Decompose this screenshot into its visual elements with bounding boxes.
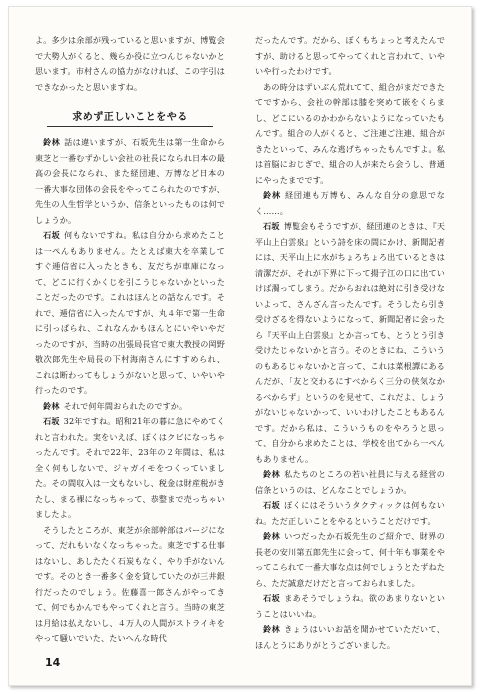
page-number: 14	[45, 656, 61, 669]
paragraph: 石坂 ぼくにはそういうタクティックは何もないね。ただ正しいことをやるということだけです。	[255, 500, 445, 526]
speaker-name: 石坂	[43, 230, 61, 240]
section-heading: 求めず正しいことをやる	[72, 112, 188, 123]
paragraph: 鈴林 私たちのところの若い社員に与える経営の信条というのは、どんなことでしょうか。	[255, 469, 445, 495]
speaker-name: 鈴林	[263, 531, 281, 541]
right-column	[255, 33, 445, 653]
paragraph: 石坂 32年ですね。昭和21年の暮に急にやめてくれと言われた。実をいえば、ぼくはクビになっちゃったんです。それで22年、23年の２年間は、私は全く何もしないで、ジャガイモをつくっていました。その間収入は一文もないし、税金は財産税がきたし、まる裸になっちゃって、恭整まで売っちゃいましたよ。	[35, 416, 225, 519]
paragraph: そうしたところが、東芝が余部幹部はパージになって、だれもいなくなっちゃった。東芝でする仕事はないし、あしたたく石炭もなく、やり手がないんです。そのとき一番多く金を貸していたのが三井銀行だったのでしょう。佐藤喜一郎さんがやってきて、何でもかんでもやってくれと言う。当時の東芝は月給は払えないし、４万人の人間がストライキをやって騒いでいた、たいへんな時代	[35, 524, 225, 643]
speaker-name: 石坂	[263, 593, 281, 603]
paragraph: 石坂 まあそうでしょうね。欲のあまりないということはいいね。	[255, 593, 445, 619]
paragraph: だったんです。だから、ぼくもちょっと考えたんですが、助けると思ってやってくれと言われて、いやいや行ったわけです。	[255, 35, 445, 76]
paragraph: 鈴林 話は違いますが、石坂先生は第一生命から東芝と一番むずかしい会社の社長になられ日本の最高の会長になられ、また経団連、万博など日本の一番大事な団体の会長をやってこられたのですが、先生の人生哲学というか、信条といったものは何でしょうか。	[35, 137, 225, 225]
speaker-name: 石坂	[263, 500, 281, 510]
paragraph: よ。多少は余部が残っていると思いますが、博覧会で大勢人がくると、幾らか役に立つんじゃないかと思います。市村さんの協力がなければ、この字引はできなかったと思いますね。	[35, 35, 225, 92]
paragraph: 石坂 博覧会もそうですが、経団連のときは、『天平山上白雲泉』という詩を床の間にかけ、新聞記者には、天平山上に水がちょろちょろ出ているときは清潔だが、それが下界に下って揚子江の口に出ていけば濁ってしまう。だからおれは絶対に引き受けないよって、さんざん言ったんです。そうしたら引き受けざるを得ないようになって、新聞記者に会ったら『天平山上白雲泉』とか言っても、とうとう引き受けたじゃないかと言う。そのときにね、こういうのもあるじゃないかと言って、これは菜根譚にあるんだが、「友と交わるにすべからく三分の侠気なかるべからず」というのを見せて、これだよ、しょうがないじゃないかって、いいわけしたこともあるんです。だから私は、こういうものをやろうと思って、自分から求めたことは、学校を出てから一ぺんもありません。	[255, 221, 445, 464]
speaker-name: 石坂	[43, 416, 60, 426]
speaker-name: 鈴林	[43, 400, 60, 411]
paragraph: 鈴林 いつだったか石坂先生のご紹介で、財界の長老の安川第五郎先生に会って、何十年も事業をやってこられて一番大事な点は何でしょうとたずねたら、ただ誠意だけだと言っておられました。	[255, 531, 445, 588]
speaker-name: 石坂	[263, 221, 280, 231]
magazine-page	[8, 6, 472, 686]
speaker-name: 鈴林	[263, 469, 281, 479]
left-column	[35, 33, 225, 647]
speaker-name: 鈴林	[263, 190, 281, 200]
heading-rule	[47, 126, 213, 127]
speaker-name: 鈴林	[263, 624, 281, 634]
paragraph: 鈴林 それで何年間おられたのですか。	[43, 400, 188, 411]
speaker-name: 鈴林	[43, 137, 61, 147]
paragraph: 鈴林 経団連も万博も、みんな自分の意思でなく……。	[255, 190, 445, 216]
paragraph: あの時分はずいぶん荒れてて、組合がまだできたてですから、会社の幹部は膝を突めて嵌をくらまし、どこにいるのかわからないようになっていたもんです。組合の人がくると、ご注連ご注連、組合がきたといって、みんな逃げちゃったもんですよ。私は首脳におじぎで、組合の人が来たら会うし、普通にやったまでです。	[255, 81, 445, 185]
paragraph: 鈴林 きょうはいいお話を聞かせていただいて、ほんとうにありがとうございました。	[255, 624, 445, 650]
paragraph: 石坂 何もないですね。私は自分から求めたことは一ぺんもありません。たとえば東大を卒業してすぐ逓信省に入ったときも、友だちが車庫になって、どこに行くかくじを引こうじゃないかといったことだったのです。これはほんとの話なんです。それで、逓信省に入ったんですが、丸４年で第一生命に引っぱられ、これなんかもほんとにいやいやだったのですが、当時の出張局長官で東大教授の岡野敬次郎先生や局長の下村海南さんにすすめられ、これは断わってもしょうがないと思って、いやいや行ったのです。	[35, 230, 225, 395]
